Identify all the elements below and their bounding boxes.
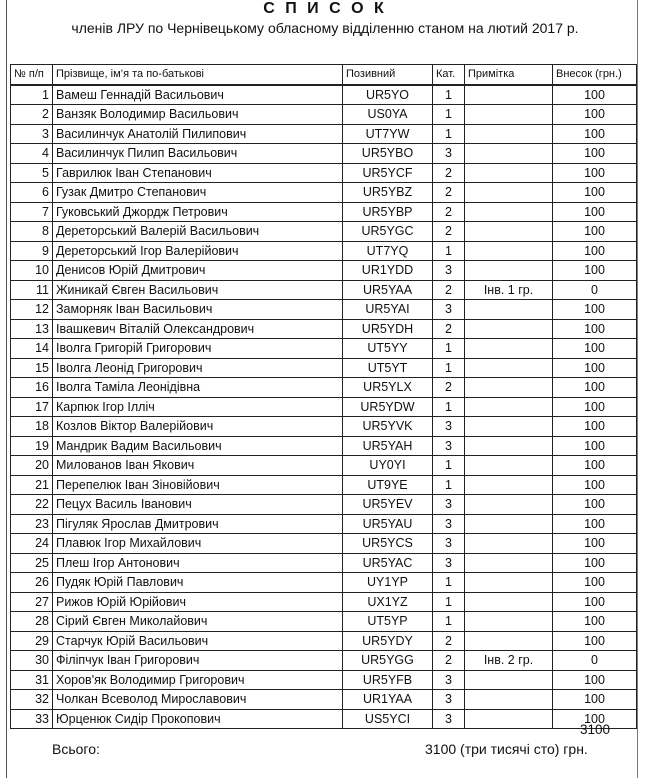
row-number-cell: 2 bbox=[11, 105, 53, 125]
member-name-cell: Гуковський Джордж Петрович bbox=[53, 202, 343, 222]
note-cell bbox=[465, 475, 553, 495]
contribution-cell: 100 bbox=[553, 183, 637, 203]
row-number-cell: 33 bbox=[11, 709, 53, 729]
member-name-cell: Мандрик Вадим Васильович bbox=[53, 436, 343, 456]
category-cell: 3 bbox=[433, 300, 465, 320]
contribution-cell: 100 bbox=[553, 241, 637, 261]
member-name-cell: Пудяк Юрій Павлович bbox=[53, 573, 343, 593]
callsign-cell: UR5YCF bbox=[343, 163, 433, 183]
row-number-cell: 10 bbox=[11, 261, 53, 281]
note-cell bbox=[465, 553, 553, 573]
note-cell bbox=[465, 222, 553, 242]
member-name-cell: Іволга Григорій Григорович bbox=[53, 339, 343, 359]
contribution-cell: 100 bbox=[553, 261, 637, 281]
callsign-cell: UR5YAC bbox=[343, 553, 433, 573]
member-name-cell: Пецух Василь Іванович bbox=[53, 495, 343, 515]
note-cell bbox=[465, 261, 553, 281]
callsign-cell: UR5YDY bbox=[343, 631, 433, 651]
contribution-cell: 100 bbox=[553, 124, 637, 144]
member-name-cell: Заморняк Іван Васильович bbox=[53, 300, 343, 320]
note-cell bbox=[465, 534, 553, 554]
table-row bbox=[11, 163, 637, 183]
contribution-cell: 100 bbox=[553, 397, 637, 417]
total-value: 3100 (три тисячі сто) грн. bbox=[425, 741, 588, 757]
row-number-cell: 11 bbox=[11, 280, 53, 300]
row-number-cell: 17 bbox=[11, 397, 53, 417]
column-header-note: Примітка bbox=[465, 65, 553, 85]
category-cell: 1 bbox=[433, 397, 465, 417]
member-name-cell: Гаврилюк Іван Степанович bbox=[53, 163, 343, 183]
callsign-cell: UX1YZ bbox=[343, 592, 433, 612]
row-number-cell: 26 bbox=[11, 573, 53, 593]
row-number-cell: 21 bbox=[11, 475, 53, 495]
contribution-cell: 100 bbox=[553, 456, 637, 476]
member-name-cell: Жиникай Євген Васильович bbox=[53, 280, 343, 300]
row-number-cell: 27 bbox=[11, 592, 53, 612]
contribution-cell: 0 bbox=[553, 280, 637, 300]
row-number-cell: 19 bbox=[11, 436, 53, 456]
table-row bbox=[11, 202, 637, 222]
table-row bbox=[11, 261, 637, 281]
amount-column-total: 3100 bbox=[580, 722, 611, 737]
table-row bbox=[11, 241, 637, 261]
callsign-cell: UT5YY bbox=[343, 339, 433, 359]
category-cell: 1 bbox=[433, 339, 465, 359]
row-number-cell: 28 bbox=[11, 612, 53, 632]
table-row bbox=[11, 300, 637, 320]
member-name-cell: Перепелюк Іван Зіновійович bbox=[53, 475, 343, 495]
callsign-cell: UR5YAI bbox=[343, 300, 433, 320]
category-cell: 1 bbox=[433, 456, 465, 476]
member-name-cell: Плавюк Ігор Михайлович bbox=[53, 534, 343, 554]
note-cell bbox=[465, 300, 553, 320]
category-cell: 2 bbox=[433, 222, 465, 242]
callsign-cell: UR5YVK bbox=[343, 417, 433, 437]
callsign-cell: UR5YDH bbox=[343, 319, 433, 339]
table-row bbox=[11, 690, 637, 710]
category-cell: 2 bbox=[433, 280, 465, 300]
category-cell: 1 bbox=[433, 358, 465, 378]
member-name-cell: Юрценюк Сидір Прокопович bbox=[53, 709, 343, 729]
row-number-cell: 22 bbox=[11, 495, 53, 515]
category-cell: 3 bbox=[433, 670, 465, 690]
member-name-cell: Денисов Юрій Дмитрович bbox=[53, 261, 343, 281]
row-number-cell: 18 bbox=[11, 417, 53, 437]
contribution-cell: 100 bbox=[553, 300, 637, 320]
category-cell: 3 bbox=[433, 553, 465, 573]
note-cell bbox=[465, 339, 553, 359]
category-cell: 2 bbox=[433, 631, 465, 651]
contribution-cell: 0 bbox=[553, 651, 637, 671]
contribution-cell: 100 bbox=[553, 534, 637, 554]
note-cell bbox=[465, 397, 553, 417]
table-row bbox=[11, 456, 637, 476]
callsign-cell: UT7YW bbox=[343, 124, 433, 144]
table-row bbox=[11, 514, 637, 534]
category-cell: 3 bbox=[433, 417, 465, 437]
row-number-cell: 30 bbox=[11, 651, 53, 671]
callsign-cell: UY1YP bbox=[343, 573, 433, 593]
note-cell bbox=[465, 514, 553, 534]
contribution-cell: 100 bbox=[553, 417, 637, 437]
note-cell: Інв. 2 гр. bbox=[465, 651, 553, 671]
contribution-cell: 100 bbox=[553, 514, 637, 534]
callsign-cell: UR5YGC bbox=[343, 222, 433, 242]
member-name-cell: Старчук Юрій Васильович bbox=[53, 631, 343, 651]
document-title: С П И С О К bbox=[263, 0, 387, 17]
member-name-cell: Сірий Євген Миколайович bbox=[53, 612, 343, 632]
table-row bbox=[11, 436, 637, 456]
table-body bbox=[11, 85, 637, 729]
table-row bbox=[11, 378, 637, 398]
table-row bbox=[11, 573, 637, 593]
table-row bbox=[11, 631, 637, 651]
row-number-cell: 25 bbox=[11, 553, 53, 573]
member-name-cell: Пігуляк Ярослав Дмитрович bbox=[53, 514, 343, 534]
category-cell: 3 bbox=[433, 144, 465, 164]
note-cell bbox=[465, 670, 553, 690]
row-number-cell: 6 bbox=[11, 183, 53, 203]
member-name-cell: Хоров'як Володимир Григорович bbox=[53, 670, 343, 690]
contribution-cell: 100 bbox=[553, 709, 637, 729]
contribution-cell: 100 bbox=[553, 631, 637, 651]
category-cell: 3 bbox=[433, 690, 465, 710]
member-name-cell: Козлов Віктор Валерійович bbox=[53, 417, 343, 437]
note-cell bbox=[465, 417, 553, 437]
row-number-cell: 16 bbox=[11, 378, 53, 398]
table-row bbox=[11, 592, 637, 612]
row-number-cell: 31 bbox=[11, 670, 53, 690]
member-name-cell: Іволга Леонід Григорович bbox=[53, 358, 343, 378]
contribution-cell: 100 bbox=[553, 475, 637, 495]
callsign-cell: UR5YAA bbox=[343, 280, 433, 300]
row-number-cell: 1 bbox=[11, 85, 53, 105]
document-subtitle: членів ЛРУ по Чернівецькому обласному відділенню станом на лютий 2017 р. bbox=[71, 20, 579, 36]
note-cell bbox=[465, 202, 553, 222]
contribution-cell: 100 bbox=[553, 378, 637, 398]
member-name-cell: Плеш Ігор Антонович bbox=[53, 553, 343, 573]
column-header-category: Кат. bbox=[433, 65, 465, 85]
contribution-cell: 100 bbox=[553, 495, 637, 515]
callsign-cell: UR5YAH bbox=[343, 436, 433, 456]
row-number-cell: 24 bbox=[11, 534, 53, 554]
note-cell bbox=[465, 495, 553, 515]
callsign-cell: UR5YBP bbox=[343, 202, 433, 222]
row-number-cell: 14 bbox=[11, 339, 53, 359]
member-name-cell: Філіпчук Іван Григорович bbox=[53, 651, 343, 671]
note-cell bbox=[465, 709, 553, 729]
category-cell: 3 bbox=[433, 709, 465, 729]
row-number-cell: 7 bbox=[11, 202, 53, 222]
contribution-cell: 100 bbox=[553, 144, 637, 164]
callsign-cell: UR5YEV bbox=[343, 495, 433, 515]
category-cell: 3 bbox=[433, 261, 465, 281]
row-number-cell: 12 bbox=[11, 300, 53, 320]
column-header-amount: Внесок (грн.) bbox=[553, 65, 637, 85]
note-cell bbox=[465, 436, 553, 456]
note-cell bbox=[465, 573, 553, 593]
callsign-cell: UR5YBO bbox=[343, 144, 433, 164]
callsign-cell: UT7YQ bbox=[343, 241, 433, 261]
member-name-cell: Івашкевич Віталій Олександрович bbox=[53, 319, 343, 339]
table-row bbox=[11, 417, 637, 437]
table-header-row bbox=[11, 65, 637, 85]
table-row bbox=[11, 709, 637, 729]
member-name-cell: Василинчук Анатолій Пилипович bbox=[53, 124, 343, 144]
member-name-cell: Милованов Іван Якович bbox=[53, 456, 343, 476]
category-cell: 2 bbox=[433, 163, 465, 183]
member-name-cell: Чолкан Всеволод Мирославович bbox=[53, 690, 343, 710]
table-row bbox=[11, 612, 637, 632]
note-cell bbox=[465, 456, 553, 476]
row-number-cell: 32 bbox=[11, 690, 53, 710]
note-cell bbox=[465, 358, 553, 378]
category-cell: 1 bbox=[433, 475, 465, 495]
row-number-cell: 15 bbox=[11, 358, 53, 378]
category-cell: 3 bbox=[433, 534, 465, 554]
member-name-cell: Рижов Юрій Юрійович bbox=[53, 592, 343, 612]
category-cell: 3 bbox=[433, 495, 465, 515]
table-row bbox=[11, 222, 637, 242]
table-row bbox=[11, 144, 637, 164]
contribution-cell: 100 bbox=[553, 222, 637, 242]
callsign-cell: UR5YGG bbox=[343, 651, 433, 671]
column-header-name: Прізвище, ім’я та по-батькові bbox=[53, 65, 343, 85]
contribution-cell: 100 bbox=[553, 339, 637, 359]
page-frame-left bbox=[6, 0, 7, 778]
category-cell: 2 bbox=[433, 319, 465, 339]
table-row bbox=[11, 105, 637, 125]
contribution-cell: 100 bbox=[553, 612, 637, 632]
category-cell: 3 bbox=[433, 514, 465, 534]
member-name-cell: Вамеш Геннадій Васильович bbox=[53, 85, 343, 105]
category-cell: 2 bbox=[433, 183, 465, 203]
category-cell: 2 bbox=[433, 378, 465, 398]
contribution-cell: 100 bbox=[553, 105, 637, 125]
note-cell bbox=[465, 124, 553, 144]
callsign-cell: UR5YO bbox=[343, 85, 433, 105]
category-cell: 1 bbox=[433, 241, 465, 261]
callsign-cell: US5YCI bbox=[343, 709, 433, 729]
category-cell: 2 bbox=[433, 651, 465, 671]
note-cell bbox=[465, 163, 553, 183]
member-name-cell: Дереторський Валерій Васильович bbox=[53, 222, 343, 242]
member-name-cell: Ванзяк Володимир Васильович bbox=[53, 105, 343, 125]
note-cell bbox=[465, 631, 553, 651]
category-cell: 2 bbox=[433, 202, 465, 222]
table-row bbox=[11, 475, 637, 495]
callsign-cell: UR5YAU bbox=[343, 514, 433, 534]
note-cell bbox=[465, 85, 553, 105]
note-cell bbox=[465, 690, 553, 710]
member-name-cell: Гузак Дмитро Степанович bbox=[53, 183, 343, 203]
members-table bbox=[10, 64, 637, 729]
row-number-cell: 8 bbox=[11, 222, 53, 242]
contribution-cell: 100 bbox=[553, 553, 637, 573]
contribution-cell: 100 bbox=[553, 163, 637, 183]
note-cell bbox=[465, 144, 553, 164]
callsign-cell: UR5YCS bbox=[343, 534, 433, 554]
table-row bbox=[11, 495, 637, 515]
note-cell bbox=[465, 319, 553, 339]
contribution-cell: 100 bbox=[553, 319, 637, 339]
row-number-cell: 5 bbox=[11, 163, 53, 183]
row-number-cell: 23 bbox=[11, 514, 53, 534]
total-label: Всього: bbox=[52, 741, 100, 757]
column-header-number: № п/п bbox=[11, 65, 53, 85]
row-number-cell: 4 bbox=[11, 144, 53, 164]
table-row bbox=[11, 339, 637, 359]
member-name-cell: Дереторський Ігор Валерійович bbox=[53, 241, 343, 261]
table-row bbox=[11, 124, 637, 144]
member-name-cell: Іволга Таміла Леонідівна bbox=[53, 378, 343, 398]
row-number-cell: 9 bbox=[11, 241, 53, 261]
callsign-cell: UR5YLX bbox=[343, 378, 433, 398]
category-cell: 1 bbox=[433, 573, 465, 593]
category-cell: 1 bbox=[433, 124, 465, 144]
table-row bbox=[11, 358, 637, 378]
table-row bbox=[11, 553, 637, 573]
callsign-cell: US0YA bbox=[343, 105, 433, 125]
table-row bbox=[11, 280, 637, 300]
note-cell bbox=[465, 183, 553, 203]
contribution-cell: 100 bbox=[553, 592, 637, 612]
row-number-cell: 3 bbox=[11, 124, 53, 144]
note-cell bbox=[465, 612, 553, 632]
contribution-cell: 100 bbox=[553, 690, 637, 710]
callsign-cell: UT5YT bbox=[343, 358, 433, 378]
row-number-cell: 20 bbox=[11, 456, 53, 476]
callsign-cell: UR1YDD bbox=[343, 261, 433, 281]
table-row bbox=[11, 319, 637, 339]
callsign-cell: UR5YFB bbox=[343, 670, 433, 690]
table-row bbox=[11, 670, 637, 690]
note-cell bbox=[465, 241, 553, 261]
callsign-cell: UR5YDW bbox=[343, 397, 433, 417]
note-cell bbox=[465, 592, 553, 612]
note-cell bbox=[465, 105, 553, 125]
member-name-cell: Василинчук Пилип Васильович bbox=[53, 144, 343, 164]
member-name-cell: Карпюк Ігор Ілліч bbox=[53, 397, 343, 417]
note-cell bbox=[465, 378, 553, 398]
callsign-cell: UT5YP bbox=[343, 612, 433, 632]
callsign-cell: UY0YI bbox=[343, 456, 433, 476]
category-cell: 1 bbox=[433, 105, 465, 125]
callsign-cell: UT9YE bbox=[343, 475, 433, 495]
contribution-cell: 100 bbox=[553, 436, 637, 456]
contribution-cell: 100 bbox=[553, 670, 637, 690]
row-number-cell: 29 bbox=[11, 631, 53, 651]
category-cell: 1 bbox=[433, 612, 465, 632]
contribution-cell: 100 bbox=[553, 85, 637, 105]
contribution-cell: 100 bbox=[553, 202, 637, 222]
row-number-cell: 13 bbox=[11, 319, 53, 339]
table-row bbox=[11, 651, 637, 671]
column-header-callsign: Позивний bbox=[343, 65, 433, 85]
contribution-cell: 100 bbox=[553, 573, 637, 593]
contribution-cell: 100 bbox=[553, 358, 637, 378]
page-frame-right bbox=[637, 0, 638, 778]
note-cell: Інв. 1 гр. bbox=[465, 280, 553, 300]
table-row bbox=[11, 85, 637, 105]
table-row bbox=[11, 183, 637, 203]
table-row bbox=[11, 534, 637, 554]
table-row bbox=[11, 397, 637, 417]
category-cell: 3 bbox=[433, 436, 465, 456]
category-cell: 1 bbox=[433, 592, 465, 612]
callsign-cell: UR5YBZ bbox=[343, 183, 433, 203]
callsign-cell: UR1YAA bbox=[343, 690, 433, 710]
category-cell: 1 bbox=[433, 85, 465, 105]
